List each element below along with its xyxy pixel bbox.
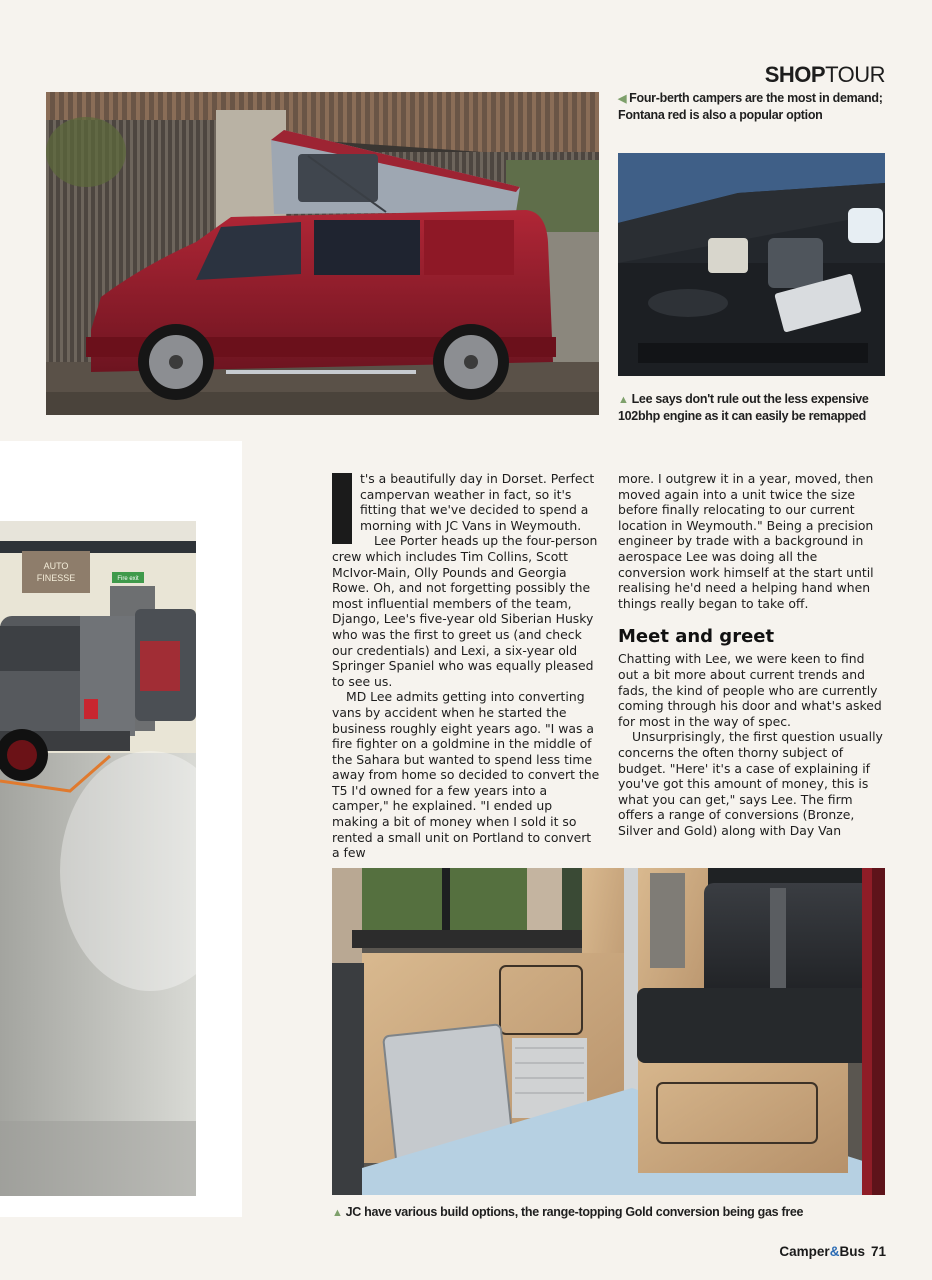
paragraph-origin: MD Lee admits getting into converting vans by accident when he started the business roughly eight years ago. "I was a fire fighter on a goldmine in the middle of the Sahara but wanted to spend less time away from home so decided to convert the T5 I'd owned for a few years into a camper," he explained. "I ended up making a bit of money when I sold it so rented a small unit on Portland to convert a few (332, 689, 600, 861)
caption-triangle-left-icon: ◀ (618, 93, 627, 105)
subheading-meet-and-greet: Meet and greet (618, 626, 775, 648)
drop-cap-line-1: t's a beautifully day in Dorset. Perfect (360, 471, 595, 486)
workshop-photo (0, 521, 196, 1196)
caption-interior-text: JC have various build options, the range-topping Gold conversion being gas free (345, 1205, 804, 1219)
caption-interior (332, 1204, 892, 1221)
page-footer (779, 1244, 886, 1259)
drop-cap-line-4: morning with JC Vans in Weymouth. (360, 517, 582, 533)
section-tag (765, 62, 885, 88)
drop-cap-letter-i (332, 473, 352, 544)
section-tag-bold: SHOP (764, 62, 826, 87)
paragraph-relocation: more. I outgrew it in a year, moved, then moved again into a unit twice the size before finally relocating to our current location in Weymouth." Being a precision engineer by trade with a background in aerospace Lee was doing all the conversion work himself at the start until realising he'd need a helping hand when things really began to take off. (618, 471, 874, 611)
paragraph-trends: Chatting with Lee, we were keen to find out a bit more about current trends and fads, the kind of people who are currently coming through his door and what's asked for most in the way of spec. (618, 651, 882, 729)
van-exterior-photo (46, 92, 599, 415)
caption-triangle-up-icon: ▲ (332, 1207, 343, 1219)
drop-cap-line-3: fitting that we've decided to spend a (360, 502, 589, 518)
section-tag-light: TOUR (825, 62, 885, 87)
article-column-1 (332, 471, 600, 861)
fire-exit-sign: Fire exit (117, 576, 139, 582)
interior-photo (332, 868, 885, 1195)
magazine-name-ampersand: & (829, 1244, 840, 1259)
engine-bay-photo (618, 153, 885, 376)
caption-triangle-up-icon: ▲ (618, 394, 629, 406)
sign-line1: AUTO (43, 561, 69, 571)
caption-top-right (618, 90, 888, 123)
sign-line2: FINESSE (36, 573, 76, 583)
caption-engine (618, 391, 888, 424)
page-number: 71 (870, 1244, 886, 1259)
paragraph-crew: Lee Porter heads up the four-person crew which includes Tim Collins, Scott McIvor-Main, Olly Pounds and Georgia Rowe. Oh, and not forgetting possibly the most influential members of the team, Django, Lee's five-year old Siberian Husky who was the first to greet us (and check our credentials) and Lexi, a six-year old Springer Spaniel who was equally pleased to see us. (332, 533, 598, 689)
paragraph-budget: Unsurprisingly, the first question usually concerns the often thorny subject of budget. "Here' it's a case of explaining if you've got this amount of money, this is what you can get," says Lee. The firm offers a range of conversions (Bronze, Silver and Gold) along with Day Van (618, 729, 883, 838)
drop-cap-paragraph (332, 471, 600, 533)
drop-cap-line-2: campervan weather in fact, so it's (360, 486, 572, 502)
article-column-2 (618, 471, 888, 838)
magazine-name-part2: Bus (839, 1244, 865, 1259)
caption-top-right-text: Four-berth campers are the most in demand; Fontana red is also a popular option (618, 91, 883, 122)
caption-engine-text: Lee says don't rule out the less expensive 102bhp engine as it can easily be remapped (618, 392, 869, 423)
magazine-name-part1: Camper (779, 1244, 830, 1259)
